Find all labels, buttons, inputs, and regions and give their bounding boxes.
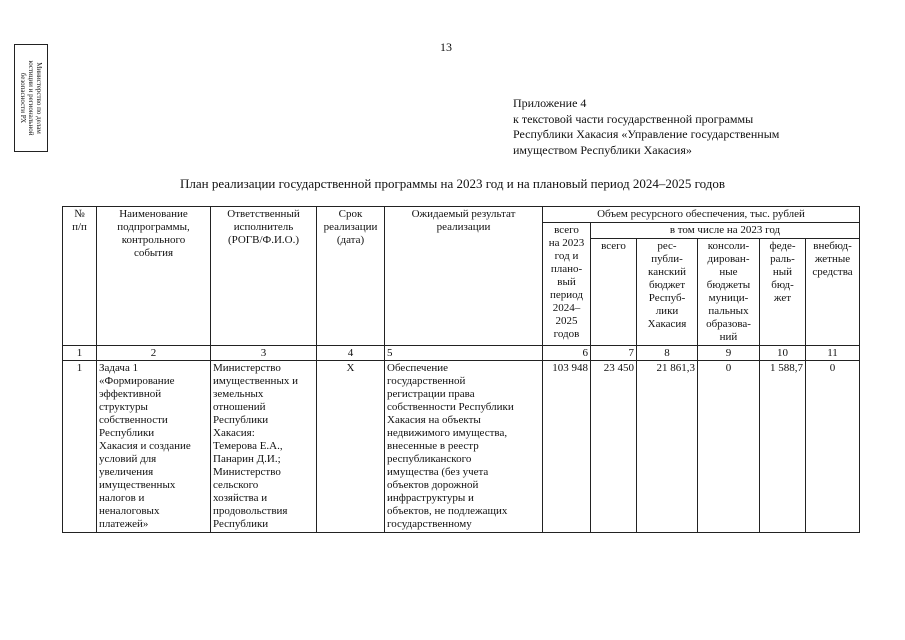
appendix-line: к текстовой части государственной программы [513, 111, 754, 126]
header-term: Срок реализации (дата) [317, 207, 385, 346]
header-offbudget: внебюд- жетные средства [806, 239, 860, 346]
registration-stamp [14, 44, 48, 152]
appendix-line: Приложение 4 [513, 96, 587, 110]
row-num: 1 [63, 361, 97, 533]
header-in-2023: в том числе на 2023 год [591, 223, 860, 239]
row-total-period: 103 948 [543, 361, 591, 533]
page-number: 13 [440, 40, 452, 54]
header-total-2023: всего [591, 239, 637, 346]
stamp-text [19, 46, 43, 150]
header-executor: Ответственный исполнитель (РОГВ/Ф.И.О.) [211, 207, 317, 346]
row-republic: 21 861,3 [637, 361, 698, 533]
row-name: Задача 1 «Формирование эффективной структуры собственности Республики Хакасия и создание условий для увеличения имущественных налогов и неналоговых платежей» [97, 361, 211, 533]
stamp-line: безопасности РХ [19, 72, 27, 124]
column-number: 10 [760, 346, 806, 361]
row-municipal: 0 [698, 361, 760, 533]
header-name: Наименование подпрограммы, контрольного события [97, 207, 211, 346]
column-number: 9 [698, 346, 760, 361]
header-result: Ожидаемый результат реализации [385, 207, 543, 346]
column-numbers-row [63, 346, 860, 361]
appendix-header [513, 96, 779, 158]
column-number: 5 [385, 346, 543, 361]
header-republic: рес- публи- канский бюджет Респуб- лики Хакасия [637, 239, 698, 346]
appendix-line: Республики Хакасия «Управление государственным [513, 127, 780, 141]
table-row [63, 361, 860, 533]
row-term: Х [317, 361, 385, 533]
column-number: 4 [317, 346, 385, 361]
header-num: № п/п [63, 207, 97, 346]
stamp-line: юстиции и региональной [27, 60, 35, 136]
column-number: 3 [211, 346, 317, 361]
header-row [63, 207, 860, 223]
row-offbudget: 0 [806, 361, 860, 533]
row-result: Обеспечение государственной регистрации права собственности Республики Хакасия на объекты недвижимого имущества, внесенные в реестр республиканского имущества (без учета объектов дорожной инфраструктуры и объектов, не подлежащих государственному [385, 361, 543, 533]
document-title: План реализации государственной программы на 2023 год и на плановый период 2024–2025 годов [179, 176, 725, 191]
row-total-2023: 23 450 [591, 361, 637, 533]
header-resources: Объем ресурсного обеспечения, тыс. рублей [543, 207, 860, 223]
column-number: 8 [637, 346, 698, 361]
column-number: 11 [806, 346, 860, 361]
header-municipal: консоли- дирован- ные бюджеты муници- пальных образова- ний [698, 239, 760, 346]
stamp-line: Министерство по делам [35, 62, 43, 134]
column-number: 7 [591, 346, 637, 361]
column-number: 6 [543, 346, 591, 361]
column-number: 1 [63, 346, 97, 361]
header-federal: феде- раль- ный бюд- жет [760, 239, 806, 346]
row-federal: 1 588,7 [760, 361, 806, 533]
row-executor: Министерство имущественных и земельных отношений Республики Хакасия: Темерова Е.А., Панарин Д.И.; Министерство сельского хозяйства и продовольствия Республики [211, 361, 317, 533]
appendix-line: имуществом Республики Хакасия» [513, 142, 692, 157]
column-number: 2 [97, 346, 211, 361]
header-total-period: всего на 2023 год и плано- вый период 2024– 2025 годов [543, 223, 591, 346]
plan-table [62, 206, 860, 533]
